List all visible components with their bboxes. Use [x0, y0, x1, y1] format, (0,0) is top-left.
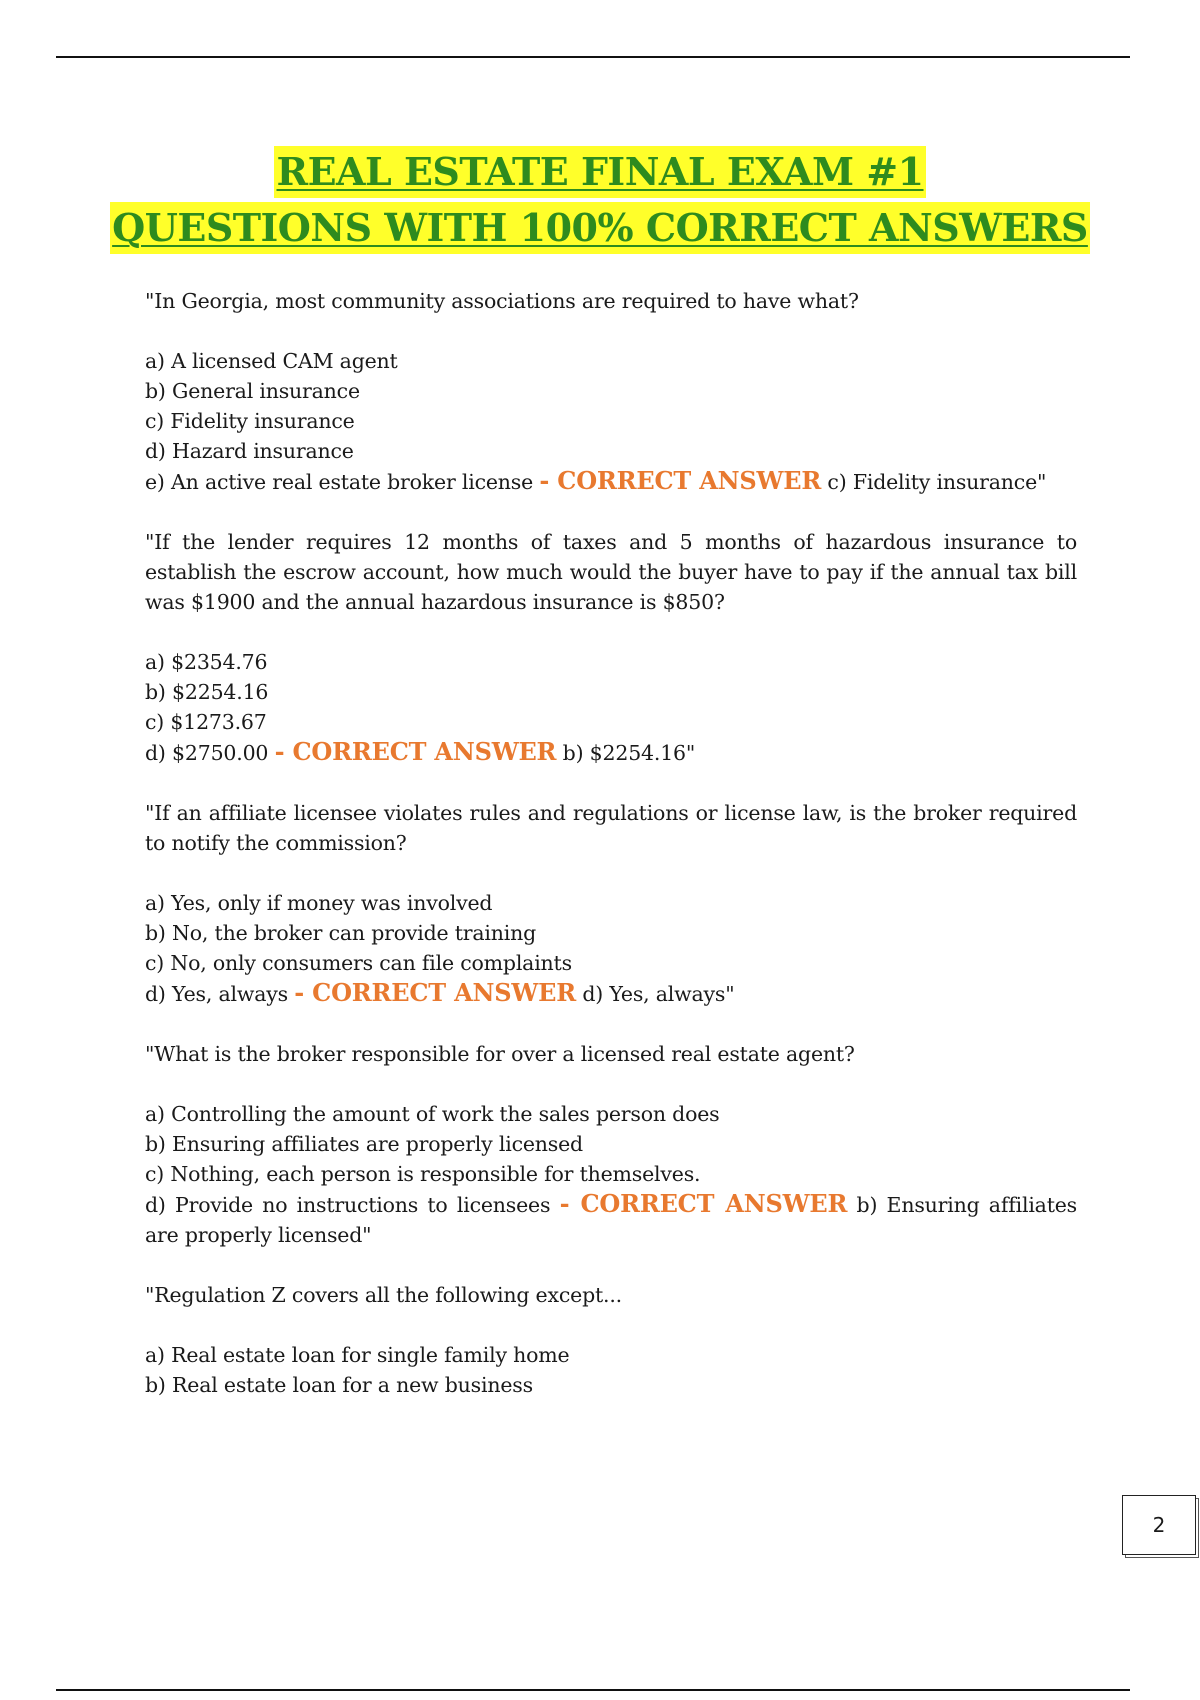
option-item: a) A licensed CAM agent: [145, 349, 398, 373]
options-list: [145, 346, 1077, 497]
bottom-rule: [56, 1689, 1130, 1691]
question-block-2: [145, 527, 1077, 768]
option-item: b) General insurance: [145, 379, 360, 403]
question-block-5: [145, 1280, 1077, 1400]
correct-answer-label: - CORRECT ANSWER: [539, 466, 822, 495]
question-text: "If the lender requires 12 months of taxes and 5 months of hazardous insurance to establish the escrow account, how much would the buyer have to pay if the annual tax bill was $1900 and the annual hazardous insurance is $850?: [145, 530, 1077, 614]
option-item: c) No, only consumers can file complaints: [145, 951, 572, 975]
title-line-2: QUESTIONS WITH 100% CORRECT ANSWERS: [110, 202, 1090, 254]
question-block-1: [145, 286, 1077, 497]
option-item: d) Hazard insurance: [145, 439, 354, 463]
option-item-with-answer: [145, 1189, 1077, 1250]
correct-answer-label: - CORRECT ANSWER: [294, 978, 576, 1007]
option-item-with-answer: [145, 466, 1077, 497]
option-item: a) $2354.76: [145, 650, 268, 674]
correct-answer-label: - CORRECT ANSWER: [274, 737, 557, 766]
option-item: b) $2254.16: [145, 680, 269, 704]
answer-text: b) $2254.16": [562, 741, 696, 765]
option-text: d) Provide no instructions to licensees: [145, 1193, 551, 1217]
page-number-box: [1122, 1495, 1196, 1555]
question-text: "What is the broker responsible for over a licensed real estate agent?: [145, 1042, 855, 1066]
question-text: "If an affiliate licensee violates rules and regulations or license law, is the broker required to notify the commission?: [145, 801, 1077, 855]
option-text: e) An active real estate broker license: [145, 470, 534, 494]
question-block-3: [145, 798, 1077, 1009]
option-item: b) No, the broker can provide training: [145, 921, 537, 945]
page-number: 2: [1152, 1513, 1166, 1537]
answer-text: b) Ensuring affiliates are properly licensed": [145, 1193, 1077, 1247]
option-item: b) Ensuring affiliates are properly licensed: [145, 1132, 583, 1156]
option-item-with-answer: [145, 978, 1077, 1009]
answer-text: d) Yes, always": [582, 982, 735, 1006]
option-item-with-answer: [145, 737, 1077, 768]
option-item: a) Controlling the amount of work the sales person does: [145, 1102, 720, 1126]
option-item: a) Yes, only if money was involved: [145, 891, 493, 915]
option-item: c) Fidelity insurance: [145, 409, 355, 433]
question-block-4: [145, 1039, 1077, 1250]
options-list: [145, 1340, 1077, 1400]
correct-answer-label: - CORRECT ANSWER: [559, 1189, 848, 1218]
question-text: "Regulation Z covers all the following except...: [145, 1283, 622, 1307]
questions-list: [145, 286, 1077, 1430]
option-text: d) Yes, always: [145, 982, 288, 1006]
option-item: a) Real estate loan for single family home: [145, 1343, 570, 1367]
options-list: [145, 647, 1077, 768]
question-text: "In Georgia, most community associations are required to have what?: [145, 289, 859, 313]
document-title: [0, 146, 1200, 258]
top-rule: [56, 56, 1130, 58]
option-item: b) Real estate loan for a new business: [145, 1373, 533, 1397]
options-list: [145, 1099, 1077, 1250]
title-line-1: REAL ESTATE FINAL EXAM #1: [274, 146, 925, 198]
answer-text: c) Fidelity insurance": [827, 470, 1047, 494]
option-item: c) $1273.67: [145, 710, 267, 734]
options-list: [145, 888, 1077, 1009]
option-item: c) Nothing, each person is responsible for themselves.: [145, 1162, 701, 1186]
option-text: d) $2750.00: [145, 741, 269, 765]
